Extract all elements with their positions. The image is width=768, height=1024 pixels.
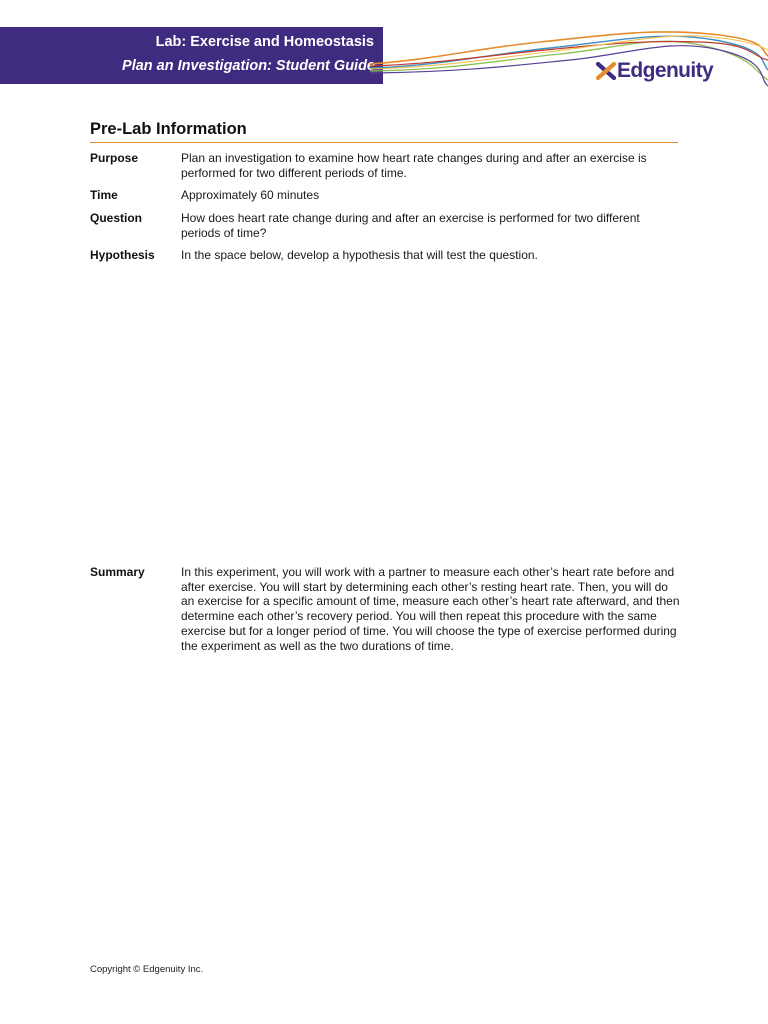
purpose-text: Plan an investigation to examine how heart rate changes during and after an exercise is performed for two different periods of time. xyxy=(181,151,647,180)
logo-wordmark: Edgenuity xyxy=(617,59,714,82)
purpose-label: Purpose xyxy=(90,151,139,165)
edgenuity-logo xyxy=(596,57,713,85)
copyright-notice: Copyright © Edgenuity Inc. xyxy=(90,964,204,975)
time-text: Approximately 60 minutes xyxy=(181,188,320,202)
section-divider xyxy=(90,142,678,143)
time-label: Time xyxy=(90,188,118,202)
header-banner xyxy=(0,27,383,84)
hypothesis-label: Hypothesis xyxy=(90,248,155,262)
summary-label: Summary xyxy=(90,565,145,579)
lab-title: Lab: Exercise and Homeostasis xyxy=(155,34,374,50)
hypothesis-text: In the space below, develop a hypothesis that will test the question. xyxy=(181,248,538,262)
edgenuity-x-logo-icon xyxy=(596,61,616,81)
guide-subtitle: Plan an Investigation: Student Guide xyxy=(122,58,375,74)
section-heading: Pre-Lab Information xyxy=(90,120,247,138)
question-text: How does heart rate change during and after an exercise is performed for two different periods of time? xyxy=(181,211,640,240)
question-label: Question xyxy=(90,211,143,225)
summary-text: In this experiment, you will work with a partner to measure each other’s heart rate before and after exercise. You will start by determining each other’s resting heart rate. Then, you will do an exercise for a specific amount of time, measure each other’s heart rate afterward, and then determine each other’s recovery period. You will then repeat this procedure with the same exercise but for a longer period of time. You will choose the type of exercise performed during the experiment as well as the two durations of time. xyxy=(181,565,680,653)
